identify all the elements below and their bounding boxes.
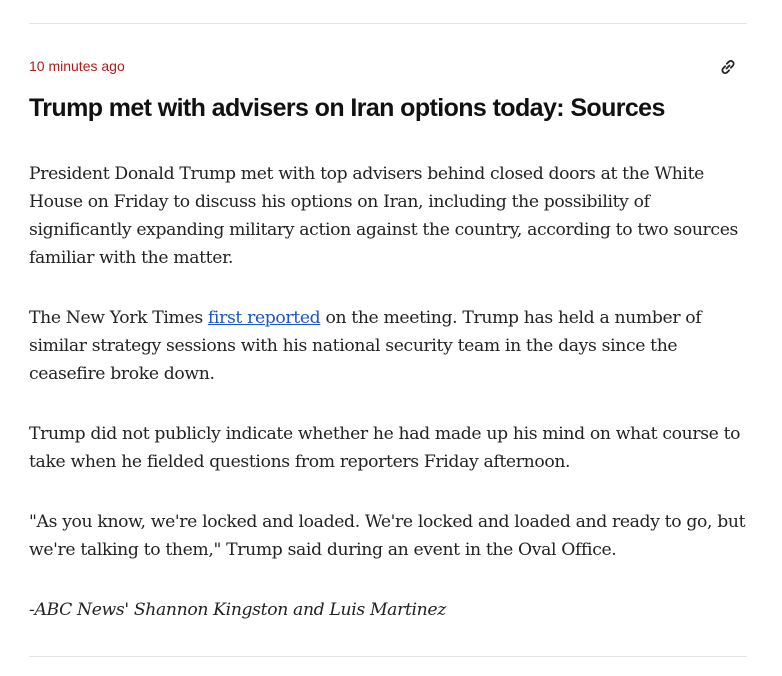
paragraph-3: Trump did not publicly indicate whether he had made up his mind on what course to take when he fielded questions from reporters Friday afternoon.	[29, 424, 741, 472]
paragraph-2	[29, 304, 751, 388]
paragraph-2-rest: on the meeting. Trump has held a number of similar strategy sessions with his national security team in the days since the ceasefire broke down.	[29, 308, 702, 384]
post-headline: Trump met with advisers on Iran options today: Sources	[29, 94, 665, 122]
paragraph-2-lead: The New York Times	[29, 308, 208, 328]
paragraph-1: President Donald Trump met with top advisers behind closed doors at the White House on Friday to discuss his options on Iran, including the possibility of significantly expanding military action against the country, according to two sources familiar with the matter.	[29, 164, 738, 268]
first-reported-link[interactable]: first reported	[207, 308, 321, 328]
link-icon[interactable]	[718, 57, 738, 77]
byline: -ABC News' Shannon Kingston and Luis Martinez	[29, 600, 446, 620]
top-divider	[29, 23, 747, 24]
paragraph-4-quote: "As you know, we're locked and loaded. We're locked and loaded and ready to go, but we're talking to them," Trump said during an event in the Oval Office.	[29, 512, 746, 560]
post-timestamp: 10 minutes ago	[29, 58, 125, 74]
bottom-divider	[29, 656, 747, 657]
